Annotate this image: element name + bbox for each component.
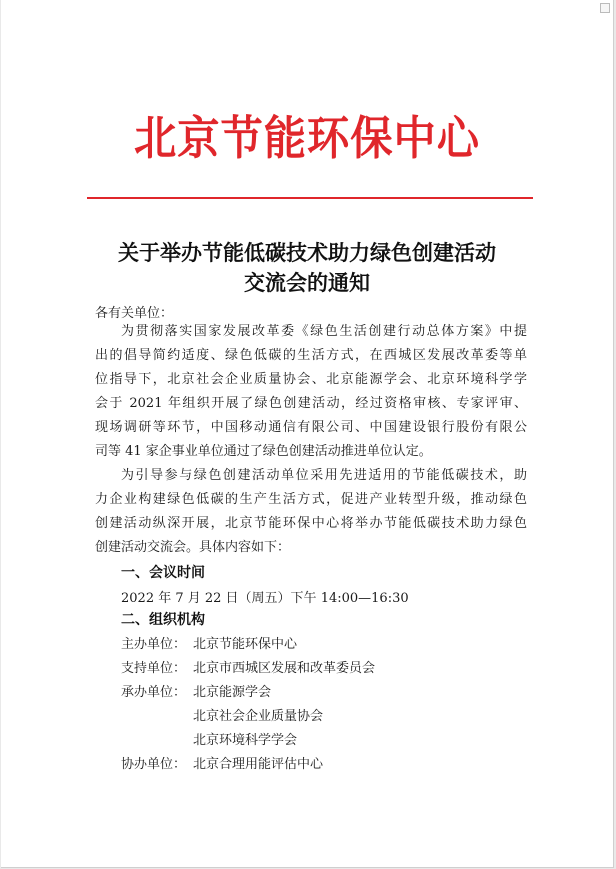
meeting-time-value: 2022 年 7 月 22 日（周五）下午 14:00—16:30 xyxy=(121,591,409,606)
paragraph-2-line: 创建活动纵深开展，北京节能环保中心将举办节能低碳技术助力绿色 xyxy=(95,516,527,531)
letterhead: 北京节能环保中心 xyxy=(134,111,480,165)
paragraph-2 xyxy=(95,464,527,560)
section-heading-organizers: 二、组织机构 xyxy=(121,612,205,628)
org-row-organizer xyxy=(121,681,271,700)
notice-title xyxy=(41,238,573,298)
section-heading-meeting-time: 一、会议时间 xyxy=(121,565,205,581)
title-line-1: 关于举办节能低碳技术助力绿色创建活动 xyxy=(118,241,496,265)
paragraph-2-line: 创建活动交流会。具体内容如下： xyxy=(95,540,291,555)
salutation: 各有关单位： xyxy=(95,306,174,321)
org-row-organizer-3 xyxy=(121,729,297,748)
org-value: 北京能源学会 xyxy=(193,685,272,700)
org-row-organizer-2 xyxy=(121,705,323,724)
org-row-co-organizer xyxy=(121,753,323,772)
title-line-2: 交流会的通知 xyxy=(244,271,370,295)
page-corner-marker xyxy=(600,3,610,13)
org-row-support xyxy=(121,657,375,676)
org-label: 主办单位： xyxy=(121,637,187,652)
org-label: 协办单位： xyxy=(121,757,187,772)
org-value: 北京节能环保中心 xyxy=(193,637,298,652)
org-value: 北京合理用能评估中心 xyxy=(193,757,324,772)
paragraph-2-line: 力企业构建绿色低碳的生产生活方式，促进产业转型升级，推动绿色 xyxy=(95,492,527,507)
paragraph-1 xyxy=(95,320,527,464)
org-value: 北京环境科学学会 xyxy=(193,733,298,748)
org-row-host xyxy=(121,633,297,652)
org-value: 北京市西城区发展和改革委员会 xyxy=(193,661,376,676)
letterhead-divider xyxy=(87,197,533,199)
document-page xyxy=(1,0,614,868)
paragraph-1-line: 为贯彻落实国家发展改革委《绿色生活创建行动总体方案》中提 xyxy=(121,324,527,339)
paragraph-1-line: 出的倡导简约适度、绿色低碳的生活方式，在西城区发展改革委等单 xyxy=(95,348,527,363)
org-label: 支持单位： xyxy=(121,661,187,676)
org-label: 承办单位： xyxy=(121,685,187,700)
paragraph-1-line: 现场调研等环节，中国移动通信有限公司、中国建设银行股份有限公 xyxy=(95,420,527,435)
paragraph-2-line: 为引导参与绿色创建活动单位采用先进适用的节能低碳技术，助 xyxy=(121,468,527,483)
paragraph-1-line: 会于 2021 年组织开展了绿色创建活动，经过资格审核、专家评审、 xyxy=(95,396,527,411)
paragraph-1-line: 司等 41 家企事业单位通过了绿色创建活动推进单位认定。 xyxy=(95,444,432,459)
paragraph-1-line: 位指导下，北京社会企业质量协会、北京能源学会、北京环境科学学 xyxy=(95,372,527,387)
org-value: 北京社会企业质量协会 xyxy=(193,709,324,724)
